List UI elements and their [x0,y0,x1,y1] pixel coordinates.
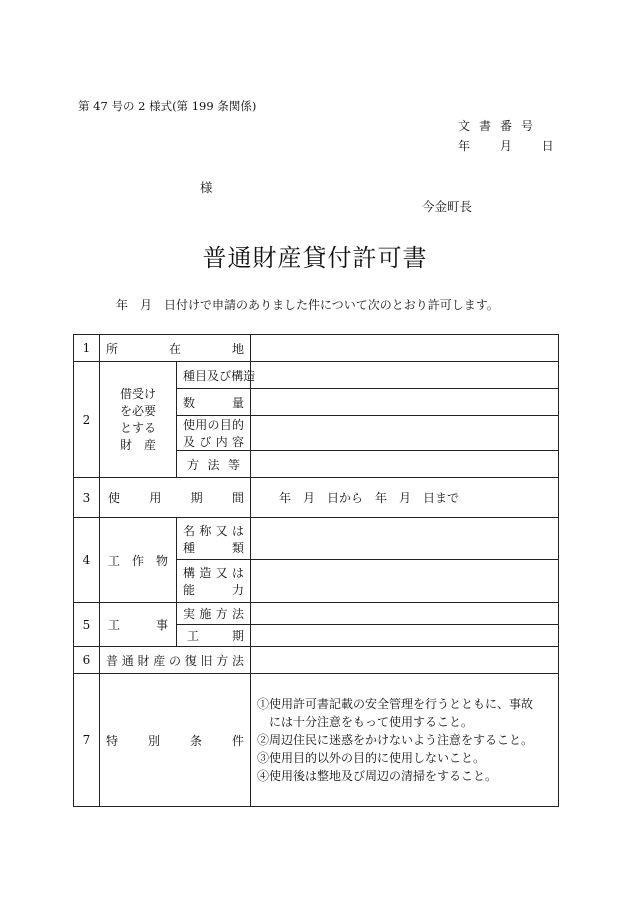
table-row [74,603,559,625]
value-cell [251,389,559,416]
table-row [74,674,559,807]
label-text: 構 造 又 は [183,566,244,580]
row-label [100,674,251,807]
label-text: 実 施 方 法 [183,607,244,621]
label-text: 所 在 地 [106,341,245,356]
row-number: 2 [74,362,100,478]
value-cell [251,416,559,451]
label-text: 使 用 の 目 的 [183,418,245,432]
row-number: 3 [74,478,100,518]
label-text: 特 別 条 件 [106,733,245,748]
row-label [100,518,177,603]
item-label [177,560,251,603]
label-text: 普 通 財 産 の 復 旧 方 法 [106,653,245,668]
value-cell [251,647,559,674]
label-text: 工 事 [108,618,168,632]
table-row [74,362,559,389]
row-number: 7 [74,674,100,807]
label-text: 及 び 内 容 [183,435,244,449]
date-label: 年 月 日 [458,139,554,153]
row-number: 4 [74,518,100,603]
row-label [100,603,177,647]
value-cell [251,362,559,389]
item-label [177,389,251,416]
group-label-line: 財 産 [119,437,156,452]
group-label-line: を必要 [119,403,156,418]
item-label [177,451,251,478]
addressee-suffix: 様 [200,180,213,195]
row-label [100,647,251,674]
value-cell [251,518,559,560]
label-text: 能 力 [183,583,245,597]
special-conditions [251,674,559,807]
value-cell [251,603,559,625]
item-label [177,362,256,389]
issuer-name: 今金町長 [422,199,473,214]
value-cell [251,625,559,647]
label-text: 使 用 期 間 [108,491,244,505]
form-number: 第 47 号の 2 様式(第 199 条関係) [78,99,257,113]
table-row [74,647,559,674]
item-label [177,603,251,625]
label-text: 名 称 又 は [183,523,244,538]
condition-line: には十分注意をもって使用すること。 [269,715,474,729]
label-text: 種 類 [183,540,245,555]
condition-line: ③使用目的以外の目的に使用しないこと。 [257,751,486,765]
document-title: 普通財産貸付許可書 [202,244,428,272]
label-text: 工 期 [187,629,245,643]
condition-line: ④使用後は整地及び周辺の清掃をすること。 [257,769,498,783]
condition-line: ①使用許可書記載の安全管理を行うとともに、事故 [257,697,534,711]
item-label [177,625,251,647]
item-label [177,518,251,560]
row-label [100,478,251,518]
item-label [177,416,251,451]
label-text: 工 作 物 [108,553,168,568]
permit-table [73,334,559,807]
table-row [74,518,559,560]
value-cell [251,335,559,362]
row-label [100,335,251,362]
period-value: 年 月 日から 年 月 日まで [251,478,559,518]
value-cell [251,451,559,478]
row-number: 1 [74,335,100,362]
table-row [74,335,559,362]
document-number-label: 文書番号 [458,119,543,133]
value-cell [251,560,559,603]
label-text: 種 目 及 び 構 造 [183,368,256,383]
label-text: 数 量 [183,395,245,410]
group-label-line: 借受け [119,386,156,401]
condition-line: ②周辺住民に迷惑をかけないよう注意をすること。 [257,733,534,747]
group-label [100,362,177,478]
table-row [74,478,559,518]
group-label-line: とする [119,420,156,435]
row-number: 5 [74,603,100,647]
lead-text: 年 月 日付けで申請のありました件について次のとおり許可します。 [116,298,499,312]
label-text: 方 法 等 [187,457,241,472]
row-number: 6 [74,647,100,674]
